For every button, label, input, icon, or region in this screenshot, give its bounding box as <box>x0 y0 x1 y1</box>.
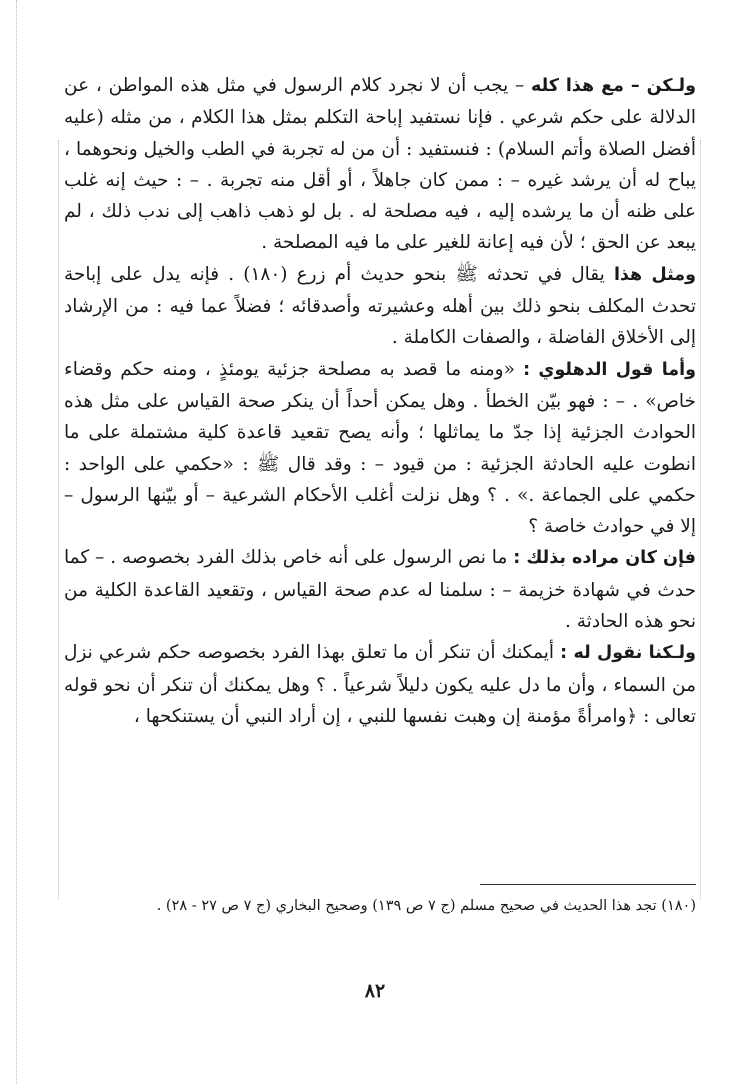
paragraph-1-text: – يجب أن لا نجرد كلام الرسول في مثل هذه المواطن ، عن الدلالة على حكم شرعي . فإنا نستفيد إباحة التكلم بمثل هذا الكلام ، من مثله (عليه أفضل الصلاة وأتم السلام) : فنستفيد : أن من له تجربة في الطب والخيل ونحوهما ، يباح له أن يرشد غيره – : ممن كان جاهلاً ، أو أقل منه تجربة . – : حيث إنه غلب على ظنه أن ما يرشده إليه ، فيه مصلحة له . بل لو ذهب ذاهب إلى ندب ذلك ، لم يبعد عن الحق ؛ لأن فيه إعانة للغير على ما فيه المصلحة . <box>64 75 696 254</box>
paragraph-5 <box>64 637 696 732</box>
paragraph-2 <box>64 259 696 354</box>
page-number: ٨٢ <box>364 980 386 1002</box>
paragraph-3-lead: وأما قول الدهلوي : <box>523 359 696 380</box>
paragraph-4-text: ما نص الرسول على أنه خاص بذلك الفرد بخصوصه . – كما حدث في شهادة خزيمة – : سلمنا له عدم صحة القياس ، وتقعيد القاعدة الكلية من نحو هذه الحادثة . <box>64 547 696 633</box>
scan-margin-line-right-inner <box>700 140 701 900</box>
paragraph-2-lead: ومثل هذا <box>613 264 696 285</box>
paragraph-4 <box>64 542 696 637</box>
main-text <box>64 70 696 732</box>
paragraph-5-lead: ولـكنا نقول له : <box>560 643 697 664</box>
scan-margin-line-left-inner <box>58 140 59 900</box>
paragraph-3 <box>64 354 696 543</box>
footnote: (١٨٠) تجد هذا الحديث في صحيح مسلم (ج ٧ ص ١٣٩) وصحيح البخاري (ج ٧ ص ٢٧ - ٢٨) . <box>156 898 696 914</box>
paragraph-1 <box>64 70 696 259</box>
paragraph-2-text: يقال في تحدثه ﷺ بنحو حديث أم زرع (١٨٠) . فإنه يدل على إباحة تحدث المكلف بنحو ذلك بين أهله وعشيرته وأصدقائه ؛ فضلاً عما فيه : من الإرشاد إلى الأخلاق الفاضلة ، والصفات الكاملة . <box>64 263 696 349</box>
footnote-divider <box>480 884 696 885</box>
paragraph-1-lead: ولـكن – مع هذا كله <box>531 76 696 96</box>
paragraph-3-text: «ومنه ما قصد به مصلحة جزئية يومئذٍ ، ومنه حكم وقضاء خاص» . – : فهو بيّن الخطأ . وهل يمكن أحداً أن ينكر صحة القياس على مثل هذه الحوادث الجزئية إذا جدّ ما يماثلها ؛ وأنه يصح تقعيد قاعدة كلية مشتملة على ما انطوت عليه الحادثة الجزئية : من قيود – : وقد قال ﷺ : «حكمي على الواحد : حكمي على الجماعة .» . ؟ وهل نزلت أغلب الأحكام الشرعية – أو بيّنها الرسول – إلا في حوادث خاصة ؟ <box>64 358 696 538</box>
scan-margin-line-left <box>16 0 17 1084</box>
paragraph-5-text: أيمكنك أن تنكر أن ما تعلق بهذا الفرد بخصوصه حكم شرعي نزل من السماء ، وأن ما دل عليه يكون دليلاً شرعياً . ؟ وهل يمكنك أن تنكر أن نحو قوله تعالى : ﴿وامرأةً مؤمنة إن وهبت نفسها للنبي ، إن أراد النبي أن يستنكحها ، <box>64 642 696 727</box>
paragraph-4-lead: فإن كان مراده بذلك : <box>513 548 696 569</box>
